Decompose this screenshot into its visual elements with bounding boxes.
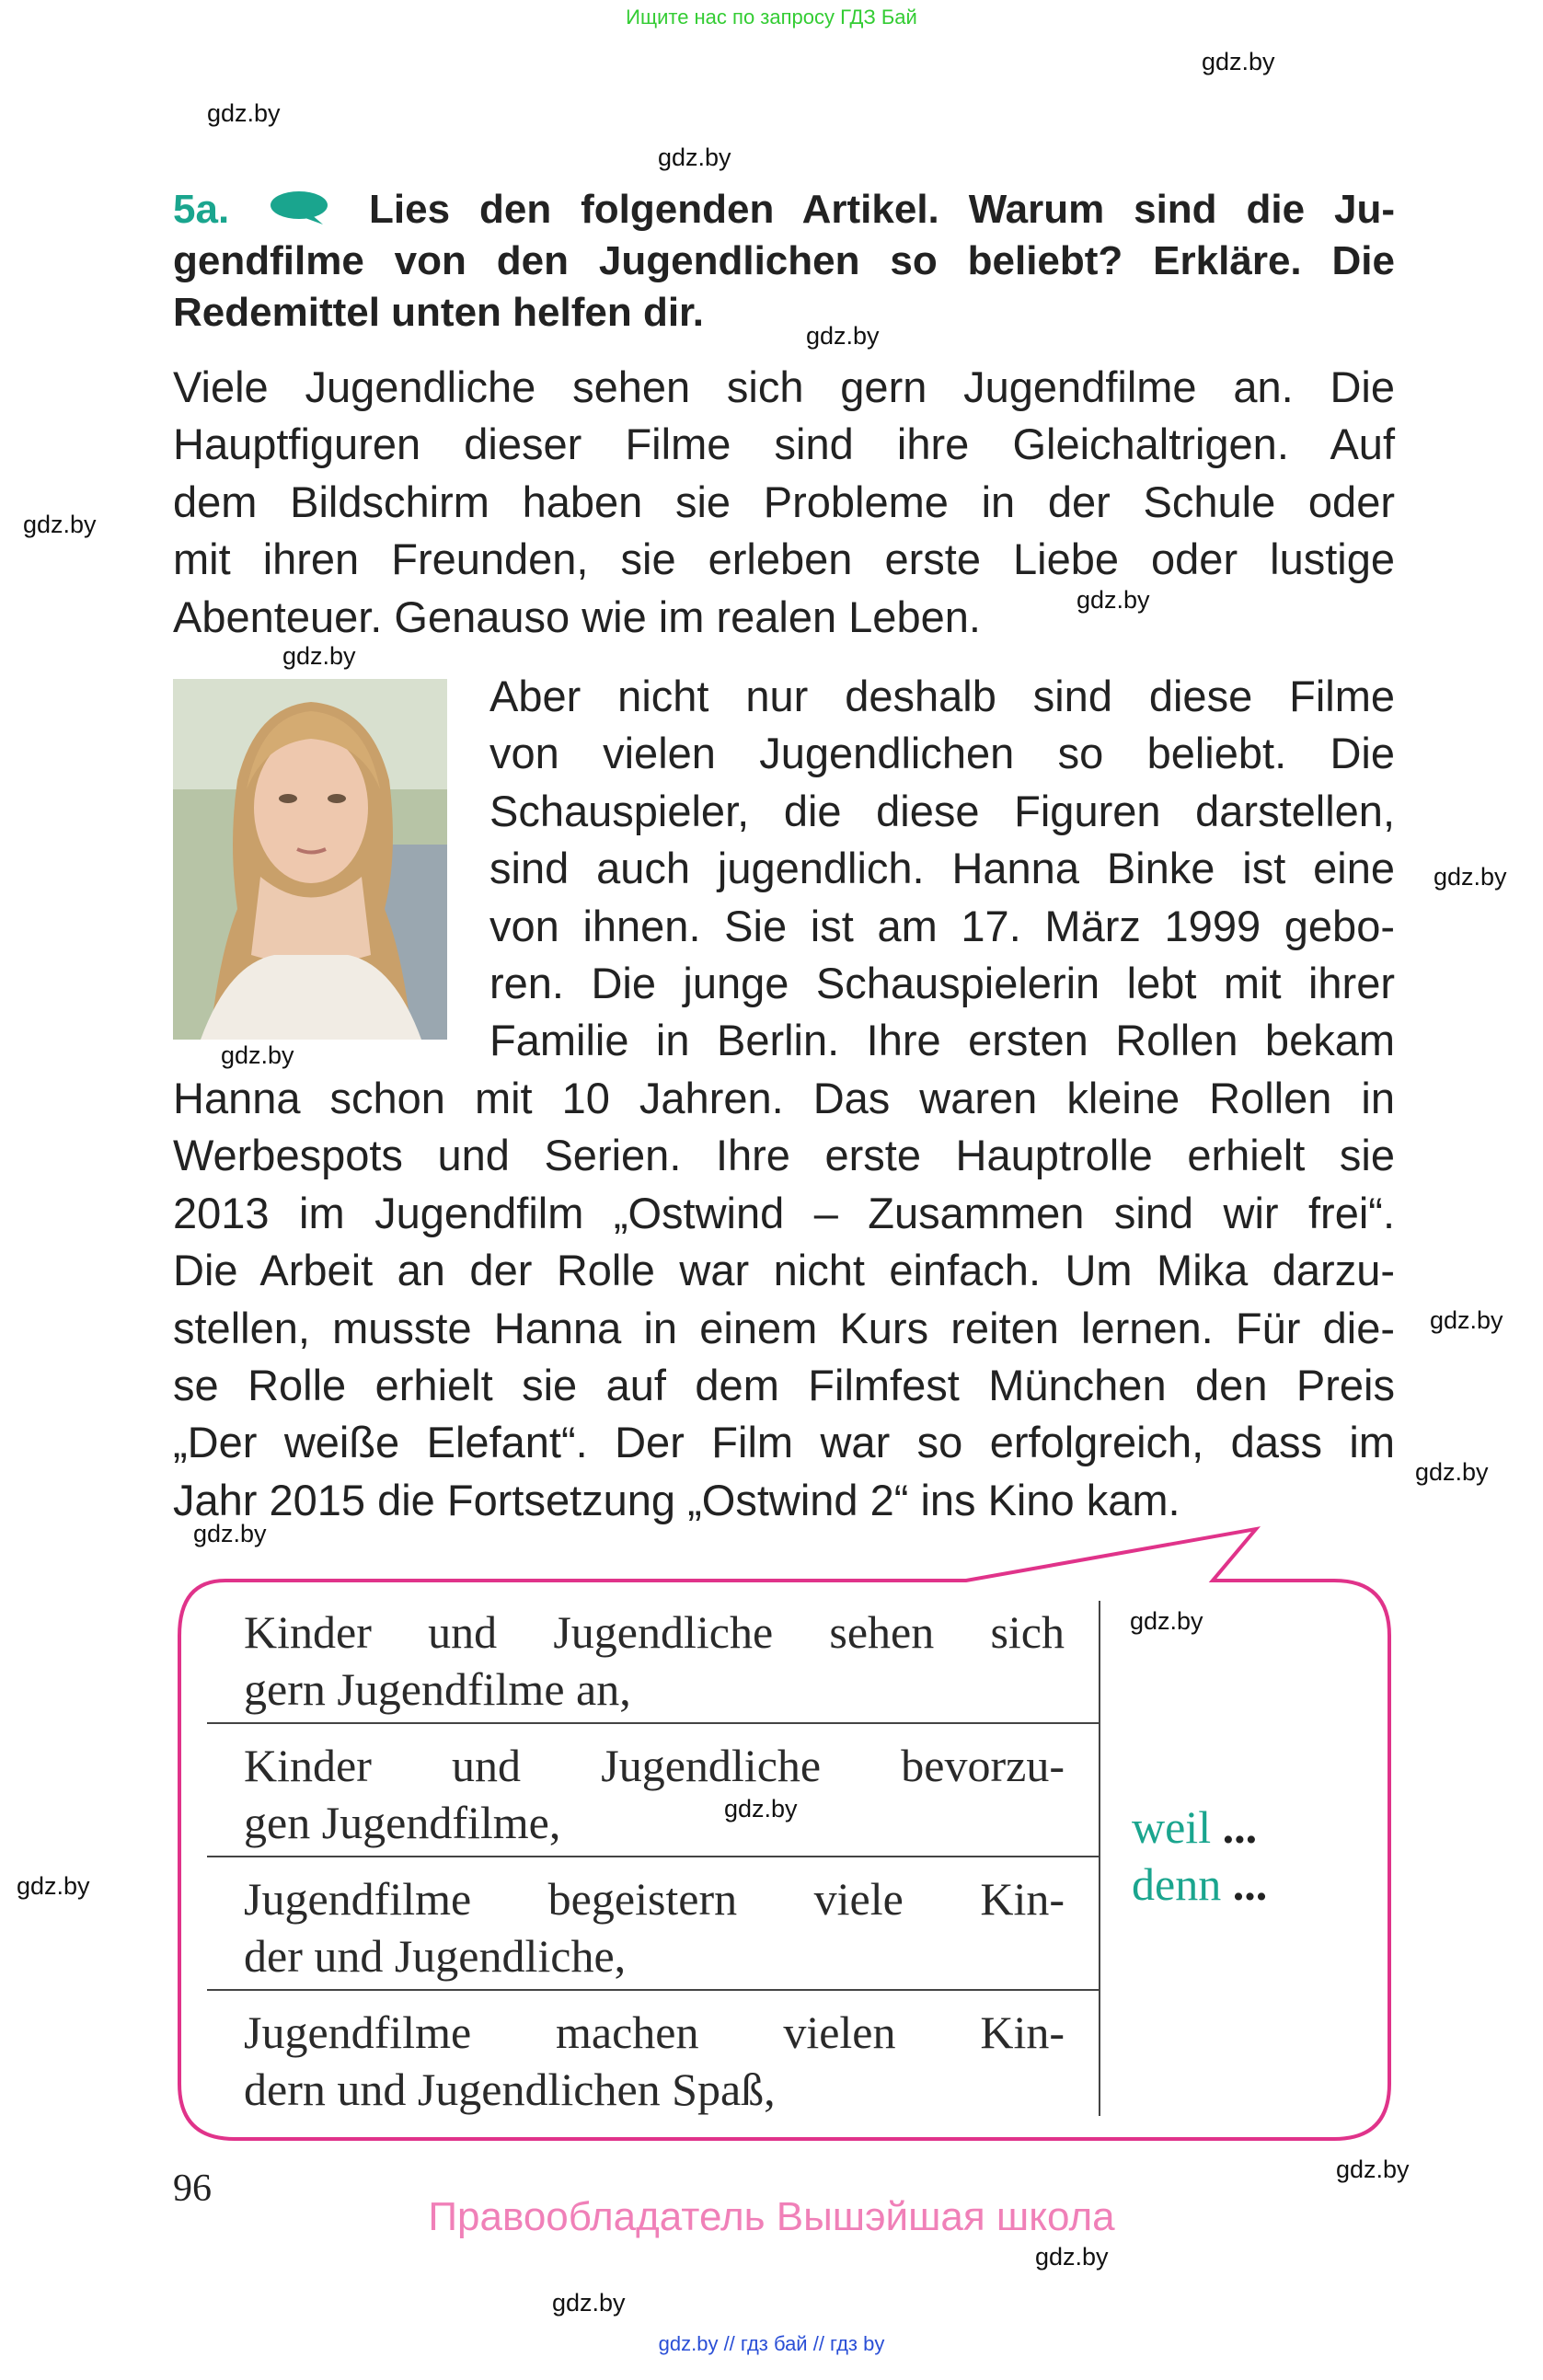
text-line: ren. Die junge Schauspielerin lebt mit ihrer (489, 958, 1395, 1007)
watermark: gdz.by (23, 511, 97, 538)
top-banner[interactable]: Ищите нас по запросу ГДЗ Бай (626, 6, 917, 29)
text-line: Viele Jugendliche sehen sich gern Jugendfilme an. Die (173, 362, 1395, 411)
phrase-line: Kinder und Jugendliche bevorzu- (244, 1740, 1065, 1791)
text-line: Aber nicht nur deshalb sind diese Filme (489, 672, 1395, 720)
task-line-3: Redemittel unten helfen dir. (173, 290, 704, 335)
text-line: Schauspieler, die diese Figuren darstellen, (489, 786, 1395, 835)
watermark: gdz.by (1077, 586, 1150, 614)
page-number: 96 (173, 2167, 212, 2210)
text-line: dem Bildschirm haben sie Probleme in der Schule oder (173, 477, 1395, 526)
watermark: gdz.by (1336, 2156, 1410, 2183)
text-line: Familie in Berlin. Ihre ersten Rollen bekam (489, 1016, 1395, 1065)
task-line-2: gendfilme von den Jugendlichen so beliebt? Erkläre. Die (173, 238, 1395, 283)
watermark: gdz.by (193, 1520, 267, 1547)
watermark: gdz.by (1430, 1306, 1503, 1334)
conjunction-dots: ... (1222, 1801, 1258, 1853)
task-number: 5a. (173, 187, 230, 232)
phrase-cell (244, 2004, 1065, 2118)
phrase-line: Jugendfilme begeistern viele Kin- (244, 1873, 1065, 1925)
phrase-line: gern Jugendfilme an, (244, 1663, 631, 1715)
text-line: „Der weiße Elefant“. Der Film war so erfolgreich, dass im (173, 1418, 1395, 1467)
conjunction-word: weil (1132, 1801, 1212, 1853)
text-line: von ihnen. Sie ist am 17. März 1999 gebo- (489, 901, 1395, 950)
phrase-cell (244, 1604, 1065, 1718)
watermark: gdz.by (806, 322, 880, 350)
text-line: mit ihren Freunden, sie erleben erste Liebe oder lustige (173, 535, 1395, 584)
text-line: Die Arbeit an der Rolle war nicht einfach. Um Mika darzu- (173, 1246, 1395, 1295)
watermark: gdz.by (1130, 1607, 1203, 1635)
watermark: gdz.by (207, 99, 281, 127)
text-line: Hanna schon mit 10 Jahren. Das waren kleine Rollen in (173, 1074, 1395, 1122)
text-line: Abenteuer. Genauso wie im realen Leben. (173, 592, 981, 641)
conjunction-dots: ... (1232, 1858, 1268, 1910)
watermark: gdz.by (552, 2289, 626, 2317)
text-line: Werbespots und Serien. Ihre erste Hauptrolle erhielt sie (173, 1131, 1395, 1180)
copyright-notice: Правообладатель Вышэйшая школа (428, 2194, 1115, 2239)
conjunction-weil (1132, 1799, 1267, 1856)
phrase-line: dern und Jugendlichen Spaß, (244, 2064, 776, 2115)
text-line: von vielen Jugendlichen so beliebt. Die (489, 729, 1395, 778)
text-line: sind auch jugendlich. Hanna Binke ist eine (489, 844, 1395, 893)
watermark: gdz.by (724, 1795, 798, 1822)
watermark: gdz.by (282, 642, 356, 670)
conjunction-denn (1132, 1856, 1267, 1913)
watermark: gdz.by (1415, 1458, 1489, 1486)
conjunction-word: denn (1132, 1858, 1222, 1910)
phrase-line: Kinder und Jugendliche sehen sich (244, 1606, 1065, 1658)
watermark: gdz.by (17, 1872, 90, 1900)
phrase-line: Jugendfilme machen vielen Kin- (244, 2006, 1065, 2058)
text-line: Hauptfiguren dieser Filme sind ihre Gleichaltrigen. Auf (173, 420, 1395, 469)
watermark: gdz.by (1434, 863, 1507, 891)
conjunctions (1132, 1799, 1267, 1913)
text-line: se Rolle erhielt sie auf dem Filmfest München den Preis (173, 1360, 1395, 1409)
text-line: Jahr 2015 die Fortsetzung „Ostwind 2“ ins Kino kam. (173, 1475, 1180, 1524)
text-line: 2013 im Jugendfilm „Ostwind – Zusammen sind wir frei“. (173, 1188, 1395, 1237)
watermark: gdz.by (1035, 2243, 1109, 2271)
task-line-1: Lies den folgenden Artikel. Warum sind die Ju- (369, 187, 1395, 232)
watermark: gdz.by (658, 144, 731, 171)
phrase-line: der und Jugendliche, (244, 1930, 627, 1982)
bottom-links[interactable]: gdz.by // гдз бай // гдз by (658, 2332, 885, 2355)
watermark: gdz.by (221, 1041, 294, 1069)
phrase-cell (244, 1737, 1065, 1851)
phrase-line: gen Jugendfilme, (244, 1797, 561, 1848)
phrase-cell (244, 1870, 1065, 1984)
watermark: gdz.by (1202, 48, 1275, 75)
text-line: stellen, musste Hanna in einem Kurs reiten lernen. Für die- (173, 1303, 1395, 1352)
